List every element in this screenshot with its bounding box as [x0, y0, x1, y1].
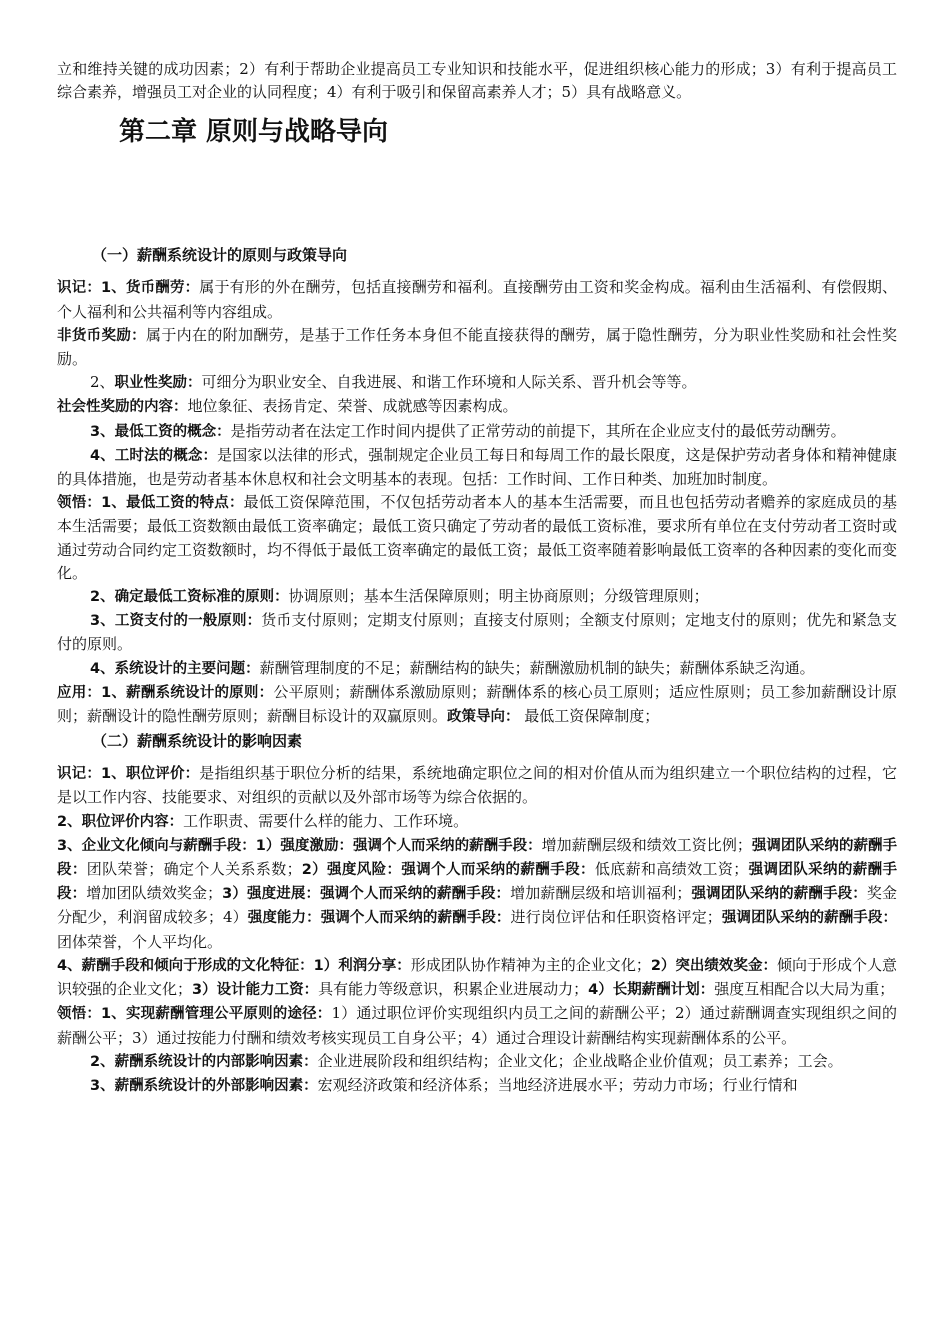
- paragraph: 识记：1、职位评价：是指组织基于职位分析的结果，系统地确定职位之间的相对价值从而为组织建立一个职位结构的过程，它是以工作内容、技能要求、对组织的贡献以及外部市场等为综合依据的。: [57, 764, 897, 807]
- document-page: [57, 58, 897, 1098]
- section1-title: （一）薪酬系统设计的原则与政策导向: [92, 246, 348, 265]
- paragraph: 非货币奖励：属于内在的附加酬劳，是基于工作任务本身但不能直接获得的酬劳，属于隐性酬劳，分为职业性奖励和社会性奖励。: [57, 325, 897, 369]
- paragraph: 识记：1、货币酬劳：属于有形的外在酬劳，包括直接酬劳和福利。直接酬劳由工资和奖金构成。福利由生活福利、有偿假期、个人福利和公共福利等内容组成。: [57, 278, 897, 321]
- intro-paragraph: 立和维持关键的成功因素；2）有利于帮助企业提高员工专业知识和技能水平，促进组织核心能力的形成；3）有利于提高员工综合素养，增强员工对企业的认同程度；4）有利于吸引和保留高素养人才；5）具有战略意义。: [57, 60, 897, 102]
- paragraph: 领悟：1、实现薪酬管理公平原则的途径：1）通过职位评价实现组织内员工之间的薪酬公平；2）通过薪酬调查实现组织之间的薪酬公平；3）通过按能力付酬和绩效考核实现员工自身公平；4）通过合理设计薪酬结构实现薪酬体系的公平。: [57, 1004, 897, 1047]
- paragraph: 3、薪酬系统设计的外部影响因素：宏观经济政策和经济体系；当地经济进展水平；劳动力市场；行业行情和: [90, 1075, 798, 1094]
- paragraph: 3、工资支付的一般原则：货币支付原则；定期支付原则；直接支付原则；全额支付原则；定地支付的原则；优先和紧急支付的原则。: [57, 611, 897, 654]
- paragraph: 2、薪酬系统设计的内部影响因素：企业进展阶段和组织结构；企业文化；企业战略企业价值观；员工素养；工会。: [90, 1051, 843, 1070]
- paragraph: 4、薪酬手段和倾向于形成的文化特征：1）利润分享：形成团队协作精神为主的企业文化；2）突出绩效奖金：倾向于形成个人意识较强的企业文化；3）设计能力工资：具有能力等级意识，积累企业进展动力；4）长期薪酬计划：强度互相配合以大局为重；: [57, 955, 897, 999]
- paragraph: 社会性奖励的内容：地位象征、表扬肯定、荣誉、成就感等因素构成。: [57, 397, 518, 416]
- paragraph: 2、职业性奖励：可细分为职业安全、自我进展、和谐工作环境和人际关系、晋升机会等等。: [90, 373, 697, 392]
- paragraph: 3、最低工资的概念：是指劳动者在法定工作时间内提供了正常劳动的前提下，其所在企业应支付的最低劳动酬劳。: [90, 421, 846, 440]
- paragraph: 2、职位评价内容：工作职责、需要什么样的能力、工作环境。: [57, 811, 469, 830]
- paragraph: 4、系统设计的主要问题：薪酬管理制度的不足；薪酬结构的缺失；薪酬激励机制的缺失；薪酬体系缺乏沟通。: [90, 658, 815, 677]
- paragraph: 2、确定最低工资标准的原则：协调原则；基本生活保障原则；明主协商原则；分级管理原则；: [90, 587, 709, 606]
- paragraph: 应用：1、薪酬系统设计的原则：公平原则；薪酬体系激励原则；薪酬体系的核心员工原则；适应性原则；员工参加薪酬设计原则；薪酬设计的隐性酬劳原则；薪酬目标设计的双赢原则。政策导向： 最低工资保障制度；: [57, 682, 897, 726]
- paragraph: 领悟：1、最低工资的特点：最低工资保障范围，不仅包括劳动者本人的基本生活需要，而且也包括劳动者赡养的家庭成员的基本生活需要；最低工资数额由最低工资率确定；最低工资只确定了劳动者的最低工资标准，要求所有单位在支付劳动者工资时或通过劳动合同约定工资数额时，均不得低于最低工资率确定的最低工资；最低工资率随着影响最低工资率的各种因素的变化而变化。: [57, 493, 898, 582]
- section2-title: （二）薪酬系统设计的影响因素: [92, 732, 303, 751]
- paragraph: 4、工时法的概念：是国家以法律的形式，强制规定企业员工每日和每周工作的最长限度，这是保护劳动者身体和精神健康的具体措施，也是劳动者基本休息权和社会文明基本的表现。包括：工作时间、工作日种类、加班加时制度。: [57, 445, 897, 489]
- paragraph: 3、企业文化倾向与薪酬手段：1）强度激励：强调个人而采纳的薪酬手段：增加薪酬层级和绩效工资比例；强调团队采纳的薪酬手段：团队荣誉；确定个人关系系数；2）强度风险：强调个人而采纳的薪酬手段：低底薪和高绩效工资；强调团队采纳的薪酬手段：增加团队绩效奖金；3）强度进展：强调个人而采纳的薪酬手段：增加薪酬层级和培训福利；强调团队采纳的薪酬手段：奖金分配少，利润留成较多；4）强度能力：强调个人而采纳的薪酬手段：进行岗位评估和任职资格评定；强调团队采纳的薪酬手段：团体荣誉，个人平均化。: [57, 835, 898, 951]
- chapter-title: 第二章 原则与战略导向: [119, 117, 389, 148]
